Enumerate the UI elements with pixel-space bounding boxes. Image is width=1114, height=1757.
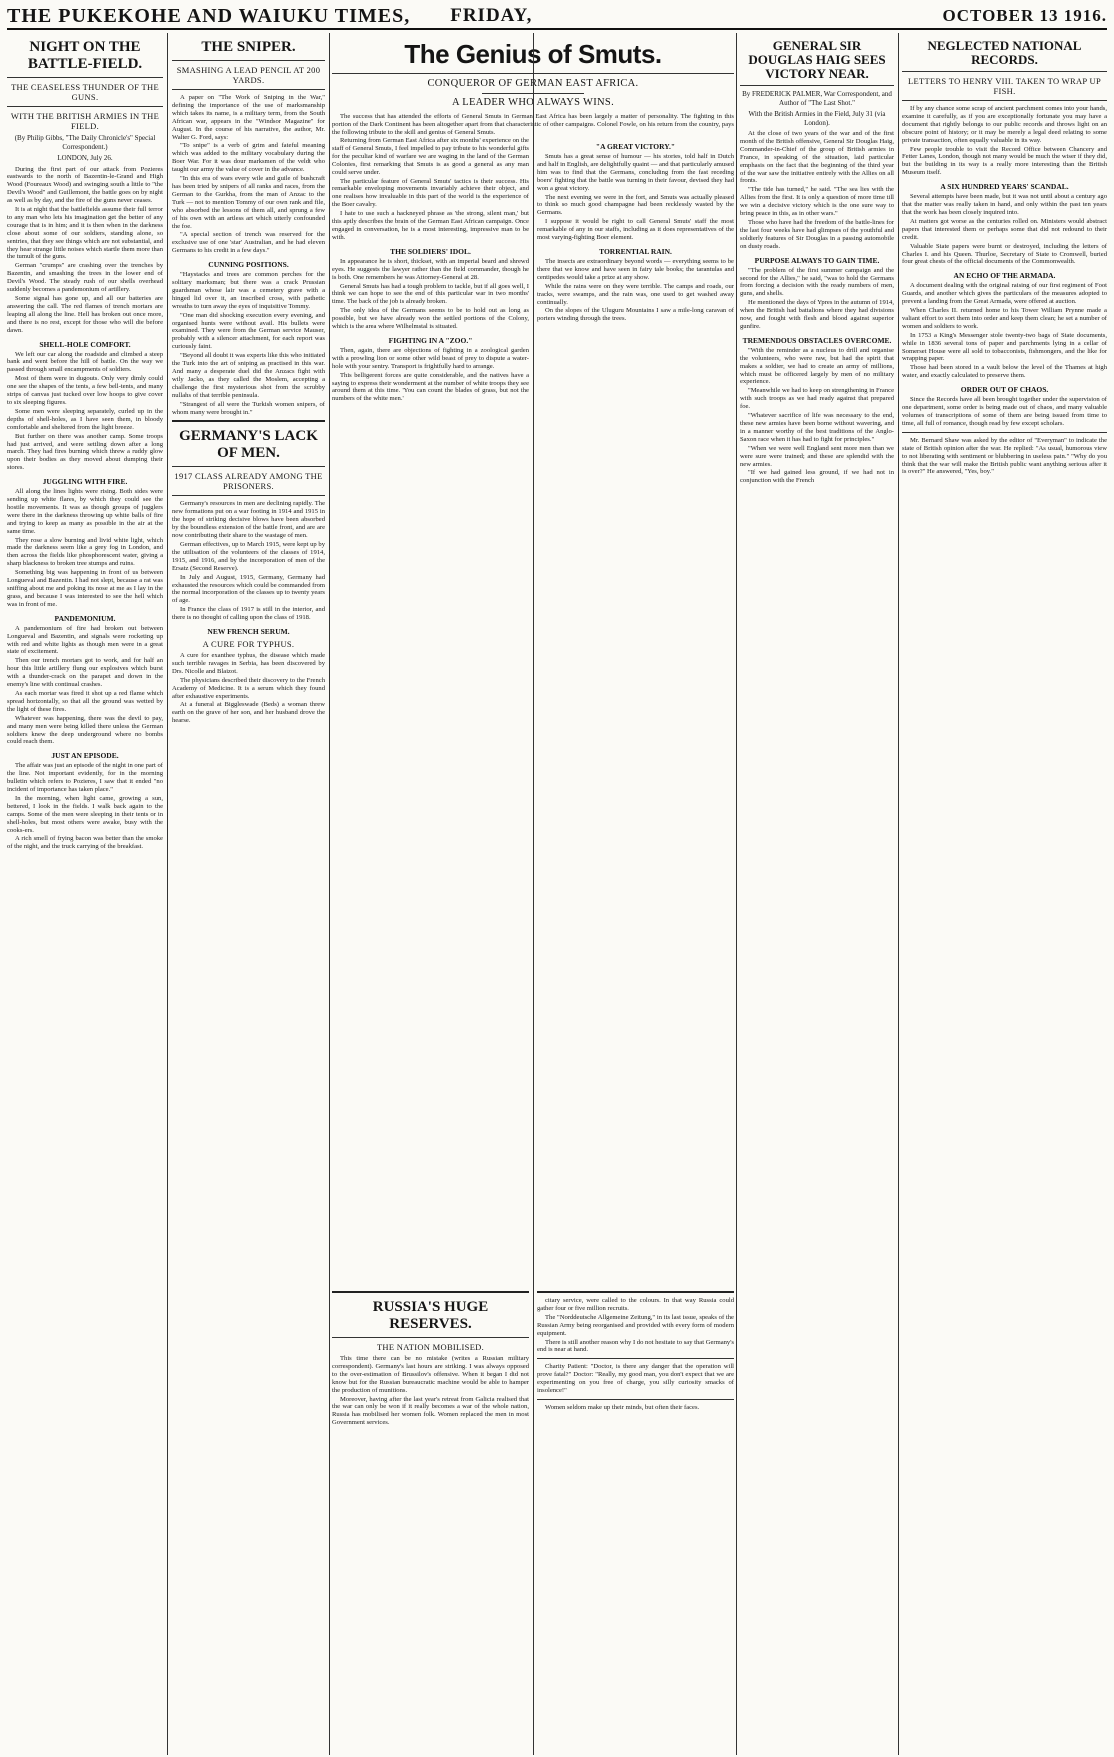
paragraph: A rich smell of frying bacon was better than the smoke of the night, and the truck carrying of the breakfast.: [7, 835, 163, 851]
paragraph: Mr. Bernard Shaw was asked by the editor of "Everyman" to indicate the state of British opinion after the war. He replied: "As usual, humorous view to not liberating with sentiment or blubbering in useless pain." "Why do you think that the war will make the British public want anything serious after it is over?" He answered, "Yes, boy.": [902, 436, 1107, 476]
women-quip: Women seldom make up their minds, but often their faces.: [545, 1403, 700, 1411]
paragraph: "Beyond all doubt it was experts like this who initiated the Turk into the art of sniping as practised in this war. And many a desperate duel did the Anzacs fight with wily Jacko, as they called the Moslem, accepting a challenge the first mysterious shot from the scrubby nullahs of that terrible peninsula.: [172, 352, 325, 399]
paragraph: They rose a slow burning and livid white light, which made the darkness seem like a grey fog in London, and then across the fields like phosphorescent water, giving a sharp blackness to broken tree stumps and ruins.: [7, 536, 163, 568]
paragraph: There is still another reason why I do not hesitate to say that Germany's end is near at hand.: [537, 1338, 734, 1354]
russia-continued: [537, 1287, 734, 1755]
paragraph: In July and August, 1915, Germany, Germany had exhausted the resources which could be commanded from the normal incorporation of the classes up to twenty years of age.: [172, 573, 325, 605]
paragraph: We left our car along the roadside and climbed a steep bank and went before the hill of battle. On the way we passed through small encampments of soldiers.: [7, 350, 163, 374]
paragraph: While the rains were on they were terrible. The camps and roads, our tracks, were swamps, and the rain was, one used to get washed away continually.: [537, 282, 734, 306]
deck-conqueror: CONQUEROR OF GERMAN EAST AFRICA.: [427, 78, 639, 89]
paragraph: "A special section of trench was reserved for the exclusive use of one 'star' Australian, and he had eleven Germans to his credit in a few days.": [172, 231, 325, 255]
paragraph: In appearance he is short, thickset, with an imperial beard and shrewd eyes. He suggests the lawyer rather than the field commander, though he is both. One remembers he was Attorney-General at 28.: [332, 257, 529, 281]
paragraph: On the slopes of the Uluguru Mountains I saw a mile-long caravan of porters winding through the trees.: [537, 307, 734, 323]
column-sniper: [172, 33, 325, 1755]
paragraph: The only idea of the Germans seems to be to hold out as long as possible, but we have already won the settled portions of the Colony, which is the area where Wilhelmstal is situated.: [332, 307, 529, 331]
headline-records: NEGLECTED NATIONAL RECORDS.: [927, 38, 1082, 67]
paragraph: A pandemonium of fire had broken out between Longueval and Bazentin, and signals were rocketing up with red and white lights as though men were in a great state of excitement.: [7, 624, 163, 656]
paragraph: When Charles II. returned home to his Tower William Prynne made a valiant effort to sort them into order and keep them clean; he set a number of women and soldiers to work.: [902, 307, 1107, 330]
deck-armies: WITH THE BRITISH ARMIES IN THE FIELD.: [10, 111, 160, 131]
divider: [172, 420, 325, 422]
headline-battlefield: NIGHT ON THE BATTLE-FIELD.: [27, 39, 143, 72]
paper-title: THE PUKEKOHE AND WAIUKU TIMES,: [7, 4, 411, 27]
divider: [902, 100, 1107, 101]
paragraph: A document dealing with the original raising of our first regiment of Foot Guards, and another which gives the particulars of the measures adopted to prevent a landing from the Great Armada, were offered at auction.: [902, 282, 1107, 306]
paragraph: Germany's resources in men are declining rapidly. The new formations put on a war footing in 1914 and 1915 in the hope of striking decisive blows have been absorbed by the boundless extension of the battle front, and are are now contributing their share to the wastage of men.: [172, 500, 325, 540]
subhead-scandal: A SIX HUNDRED YEARS' SCANDAL.: [940, 182, 1069, 192]
divider: [172, 89, 325, 90]
paragraph: Those who have had the freedom of the battle-lines for the last four weeks have had glimpses of the youthful and soldierly features of Sir Douglas in a passing automobile on dusty roads.: [740, 218, 894, 250]
deck-1917-class: 1917 CLASS ALREADY AMONG THE PRISONERS.: [174, 471, 323, 492]
subhead-zoo: FIGHTING IN A "ZOO.": [388, 335, 473, 345]
paragraph: General Smuts has had a tough problem to tackle, but if all goes well, I think we can hope to see the end of this particular war in two months' time. The back of the job is already broken.: [332, 282, 529, 306]
charity-joke: Charity Patient: "Doctor, is there any danger that the operation will prove fatal?" Doctor: "Really, my good man, you don't expect that we are experimenting on you free of charge, you silly curiosity smacks of insolence!": [537, 1363, 734, 1395]
paragraph: If by any chance some scrap of ancient parchment comes into your hands, examine it carefully, as if you are exceptionally fortunate you may have a document that rightly belongs to our public records and throws light on an obscure point of history; or it may be merely a legal deed relating to some private transaction, often equally valuable in its way.: [902, 105, 1107, 144]
divider: [902, 71, 1107, 72]
smuts-intro: The success that has attended the efforts of General Smuts in German East Africa has been largely a matter of personality. The fighting in this portion of the Dark Continent has been altogether apart from that characteristic of other campaigns. Colonel Fowle, on his return from the country, pays the following tribute to the skill and genius of General Smuts.: [332, 113, 734, 136]
paragraph: Some signal has gone up, and all our batteries are answering the call. The red flames of trench mortars are leaping all along the line. Hell has broken out once more, and there is no rest, except for those who will die before dawn.: [7, 295, 163, 334]
divider: [172, 60, 325, 61]
paragraph: "In this era of wars every wile and guile of bushcraft has been tried by snipers of all ranks and races, from the German to the Gurkha, from the man of Anzac to the Turk — not to mention Tommy of our own rank and file, who absorbed the lessons of them all, and sprung a few of his own with an artless art which utterly confounded the foe.: [172, 175, 325, 230]
divider: [332, 1337, 529, 1338]
subhead-armada: AN ECHO OF THE ARMADA.: [953, 271, 1056, 281]
subhead-episode: JUST AN EPISODE.: [51, 751, 119, 761]
paragraph: Whatever was happening, there was the devil to pay, and many men were being killed there unless the German soldiers knew the deep underground where no bombs could reach them.: [7, 714, 163, 746]
subhead-juggling: JUGGLING WITH FIRE.: [42, 477, 128, 487]
column-battlefield: [7, 33, 163, 1755]
divider: [172, 495, 325, 496]
paragraph: A paper on "The Work of Sniping in the War," defining the importance of the use of marksmanship which takes its name, is a military term, from the South African war, appears in the "Windsor Magazine" for August. In the course of his narrative, the author, Mr. Walter G. Ford, says:: [172, 94, 325, 141]
paragraph: The insects are extraordinary beyond words — everything seems to be there that we know and have seen in fairy tale books; the tarantulas and centipedes would take a prize at any show.: [537, 257, 734, 281]
headline-russia: RUSSIA'S HUGE RESERVES.: [372, 1299, 489, 1332]
paragraph: A cure for exanthee typhus, the disease which made such terrible ravages in Serbia, has been discovered by Drs. Nicolle and Blaizot.: [172, 652, 325, 675]
column-rule: [898, 33, 899, 1755]
paragraph: Something big was happening in front of us between Longueval and Bazentin. I had not slept, because a rat was sniffing about me and poking its nose at me as I lay in the grass, and because I was interested to see the hell which was in front of me.: [7, 569, 163, 608]
paragraph: Those had been stored in a vault below the level of the Thames at high water, and exactly calculated to preserve them.: [902, 364, 1107, 380]
paragraph: This time there can be no mistake (writes a Russian military correspondent). Germany's last hours are striking. I was always opposed to the over-estimation of Brussilov's offensive. When it began I did not know but for the Russian bureaucratic machine would be able to hamper the production of munitions.: [332, 1355, 529, 1394]
paragraph: I suppose it would be right to call General Smuts' staff the most remarkable of any in our staffs, including as it does representatives of the most varying-fighting Boer element.: [537, 218, 734, 242]
paragraph: German "crumps" are crashing over the trenches by Bazentin, and smashing the trees in the lower end of Devil's Wood. The steady rush of our shells overhead suddenly becomes a pandemonium of artillery.: [7, 262, 163, 294]
paragraph: As each mortar was fired it shot up a red flame which spread horizontally, so that all the ground was wetted by the light of these fires.: [7, 689, 163, 713]
paragraph: Since the Records have all been brought together under the supervision of one department, some order is being made out of chaos, and many valuable volumes of transcriptions of some of them are being issued from time to time, all full of romance, though read by few except scholars.: [902, 396, 1107, 427]
paragraph: "If we had gained less ground, if we had not in conjunction with the French: [740, 469, 894, 485]
paragraph: "To snipe" is a verb of grim and fateful meaning which was added to the military vocabulary during the Boer War. For it was dour marksmen of the veldt who taught our army the value of cover in the advance.: [172, 142, 325, 174]
column-records: [902, 33, 1107, 1755]
subhead-cunning: CUNNING POSITIONS.: [208, 260, 289, 270]
divider: [172, 466, 325, 467]
paragraph: All along the lines lights were rising. Both sides were sending up white flares, by which they could see the hostile movements. It was as though groups of jugglers were there in the darkness throwing up white balls of fire and trying to keep as many as possible in the air at the same time.: [7, 488, 163, 535]
divider: [7, 77, 163, 78]
paragraph: German effectives, up to March 1915, were kept up by the utilisation of the volunteers of the classes of 1914, 1915, and 1916, and by the incorporation of men of the Ersatz (Second Reserve).: [172, 540, 325, 572]
headline-smuts: The Genius of Smuts.: [404, 39, 662, 69]
deck-guns: THE CEASELESS THUNDER OF THE GUNS.: [11, 82, 159, 102]
paragraph: In 1753 a King's Messenger stole twenty-two bags of State documents, while in 1836 several tons of paper and parchments lying in a cellar of Somerset House were all sold to tobacconists, fishmongers, and the like for wrapping paper.: [902, 331, 1107, 363]
subhead-serum: NEW FRENCH SERUM.: [207, 627, 290, 637]
divider: [537, 1399, 734, 1400]
divider: [537, 1358, 734, 1359]
paragraph: "With the reminder as a nucleus to drill and organise the volunteers, who were raw, but had the spirit that makes a soldier, we had to create an army of millions, which must be officered largely by men of no military experience.: [740, 346, 894, 386]
deck-typhus: A CURE FOR TYPHUS.: [202, 639, 295, 650]
paragraph: But further on there was another camp. Some troops had just arrived, and were settling down after a long march. They had fires burning which threw a ruddy glow upon their bodies as they moved about dumping their stores.: [7, 432, 163, 472]
byline-gibbs: (By Philip Gibbs, "The Daily Chronicle's" Special Correspondent.): [14, 134, 156, 151]
paragraph: The affair was just an episode of the night in one part of the line. Not important evidently, for in the morning bulletin which refers to Pozieres, I saw that it ended "no incident of importance has taken place.": [7, 762, 163, 794]
paragraph: "Meanwhile we had to keep on strengthening in France with such troops as we had ready against that prepared foe.: [740, 387, 894, 411]
paragraph: In France the class of 1917 is still in the interior, and there is no thought of calling upon the class of 1918.: [172, 606, 325, 622]
paragraph: At matters got worse as the centuries rolled on. Ministers would abstract papers that interested them or perhaps some that did not redound to their credit.: [902, 217, 1107, 241]
subhead-chaos: ORDER OUT OF CHAOS.: [960, 385, 1049, 395]
issue-day: FRIDAY,: [450, 5, 533, 26]
column-rule: [167, 33, 168, 1755]
smuts-column-right: [537, 137, 734, 1755]
paragraph: Several attempts have been made, but it was not until about a century ago that the matter was really taken in hand, and only within the past ten years that the work has been closely inquired into.: [902, 193, 1107, 216]
paragraph: Some men were sleeping separately, curled up in the depths of shell-holes, as I have seen them, in bloody comfortable and sheltered from the light breeze.: [7, 407, 163, 431]
paragraph: "When we were well England sent more men than we were sure were trained; and these are splendid with the new armies.: [740, 444, 894, 468]
article-smuts: [332, 33, 734, 1755]
paragraph: "The tide has turned," he said. "The sea lies with the Allies from the first. It is only a question of more time till we win a decisive victory which is the one sure way to bring peace in this, as in other wars.": [740, 186, 894, 218]
headline-germany-men: GERMANY'S LACK OF MEN.: [179, 428, 318, 462]
paragraph: The particular feature of General Smuts' tactics is their success. His remarkable enveloping movements invariably achieve their object, and one realises how invaluable in this part of the world is the experience of the Boer cavalry.: [332, 177, 529, 209]
headline-sniper: THE SNIPER.: [201, 39, 296, 55]
paragraph: At the close of two years of the war and of the first month of the British offensive, General Sir Douglas Haig, Commander-in-Chief of the group of British armies in France, in speaking of the situation, laid particular emphasis on the fact that the beginning of the third year of the war saw the initiative entirely with the Allies on all fronts.: [740, 130, 894, 185]
deck-pencil: SMASHING A LEAD PENCIL AT 200 YARDS.: [176, 65, 321, 85]
paragraph: At a funeral at Biggleswade (Beds) a woman threw earth on the grave of her son, and her husband drove the hearse.: [172, 701, 325, 725]
divider: [740, 85, 894, 86]
paragraph: "Strangest of all were the Turkish women snipers, of whom many were brought in.": [172, 400, 325, 416]
subhead-obstacles: TREMENDOUS OBSTACLES OVERCOME.: [742, 335, 892, 345]
paragraph: He mentioned the days of Ypres in the autumn of 1914, when the British had battalions where they had divisions now, and fought with flesh and blood against superior gunfire.: [740, 299, 894, 330]
paragraph: I hate to use such a hackneyed phrase as 'the strong, silent man,' but this aptly describes the brain of the German East African campaign. Once engaged in conversation, he is a most interesting, impressive man to be with.: [332, 210, 529, 241]
paragraph: Valuable State papers were burnt or destroyed, including the letters of Charles I. and his Queen. Thurloe, Secretary of State to Cromwell, buried four great chests of the official documents of the Commonwealth.: [902, 242, 1107, 266]
subhead-gain-time: PURPOSE ALWAYS TO GAIN TIME.: [754, 255, 880, 265]
paragraph: Moreover, having after the last year's retreat from Galicia realised that the war can only be won if it really becomes a war of the whole nation, Russia has mobilised her women folk. Women replaced the men in most Government services.: [332, 1395, 529, 1427]
issue-date: OCTOBER 13 1916.: [942, 6, 1107, 25]
paragraph: "One man did shocking execution every evening, and organised hunts were without avail. His bullets were examined. They were from the German service Mauser, probably with a silencer attachment, for each report was curiously faint.: [172, 311, 325, 351]
deck-nation-mobilised: THE NATION MOBILISED.: [376, 1342, 485, 1352]
paragraph: This belligerent forces are quite considerable, and the natives have a saying to express their wonderment at the number of white troops they see around them at this time. 'You can count the blades of grass, but not the numbers of the white men.': [332, 371, 529, 403]
masthead: [7, 4, 1107, 30]
paragraph: citary service, were called to the colours. In that way Russia could gather four or five million recruits.: [537, 1297, 734, 1312]
columns-grid: [7, 33, 1107, 1755]
paragraph: During the first part of our attack from Pozieres eastwards to the north of Bazentin-le-Grand and High Wood (Foureaux Wood) and swinging south a little to "the Devil's Wood" and Guillemont, the battle goes on by night as well as by day, and the fire of the guns never ceases.: [7, 165, 163, 205]
paragraph: Most of them were in dugouts. Only very dimly could one see the shapes of the tents, a few bell-tents, and many strips of canvas just tucked over low hoops to give cover to six sleeping figures.: [7, 375, 163, 406]
deck-henry-viii: LETTERS TO HENRY VIII. TAKEN TO WRAP UP FISH.: [908, 76, 1101, 96]
divider: [537, 1291, 734, 1293]
paragraph: "Haystacks and trees are common perches for the solitary marksman; but there was a crack Prussian guardsman whose lair was a cemetery grave with a hinged lid over it, an inscribed cross, with pathetic wreaths to turn away the eyes of inquisitive Tommy.: [172, 271, 325, 310]
column-haig: [740, 33, 894, 1755]
deck-leader: A LEADER WHO ALWAYS WINS.: [452, 97, 614, 108]
paragraph: It is at night that the battlefields assume their full terror to any man who lets his imagination get the better of any courage that is in him; and it is then when in the darkness close about some of our soldiers, standing alone, so sentries, that they see things which are not substantial, and they hear strange little noises which startle them more than the tumult of the guns.: [7, 206, 163, 261]
divider: [332, 1291, 529, 1293]
divider: [902, 432, 1107, 433]
paragraph: The physicians described their discovery to the French Academy of Medicine. It is a serum which they found after exhaustive experiments.: [172, 676, 325, 700]
subhead-rain: TORRENTIAL RAIN.: [599, 246, 672, 256]
paragraph: Then our trench mortars got to work, and for half an hour this little artillery flung our explosives which burst with a thunder-crack on the parapet and down in the enemy's line with continual crashes.: [7, 657, 163, 689]
paragraph: Smuts has a great sense of humour — his stories, told half in Dutch and half in English, are delightfully quaint — and that particularly amused him was to find that the Germans, concluding from the fast receding boers' fighting that the battle was turning in their favour, devised they had won a great victory.: [537, 153, 734, 192]
paragraph: Few people trouble to visit the Record Office between Chancery and Fetter Lanes, London, though not many would be much the wiser if they did, but the building in its way is a really more interesting than the British Museum itself.: [902, 145, 1107, 177]
subhead-soldiers-idol: THE SOLDIERS' IDOL.: [390, 246, 471, 256]
column-rule: [329, 33, 330, 1755]
column-rule: [736, 33, 737, 1755]
subhead-shell-hole: SHELL-HOLE COMFORT.: [39, 339, 131, 349]
divider: [7, 106, 163, 107]
headline-haig: GENERAL SIR DOUGLAS HAIG SEES VICTORY NEAR.: [748, 38, 886, 81]
dateline-field: With the British Armies in the Field, July 31 (via London).: [748, 110, 886, 127]
paragraph: "Whatever sacrifice of life was necessary to the end, these new armies have been borne without wavering, and in a manner worthy of the best traditions of the Anglo-Saxon race when it has had to fight for principles.": [740, 412, 894, 443]
byline-palmer: By FREDERICK PALMER, War Correspondent, and Author of "The Last Shot.": [742, 90, 892, 107]
dateline-london: LONDON, July 26.: [57, 154, 113, 162]
paragraph: Returning from German East Africa after six months' experience on the staff of General Smuts, I feel impelled to pay tribute to his wonderful gifts for the peculiar kind of warfare we are waging in the land of the German Colonies, first remarking that Smuts is as good a general as any man could serve under.: [332, 137, 529, 176]
paragraph: In the morning, when light came, growing a sun, bettered, I look in the fields. I walk back again to the camps. Some of the men were sleeping in their tents or in shell-holes, but most others were awake, busy with the cooks-ers.: [7, 794, 163, 834]
paragraph: The "Norddeutsche Allgemeine Zeitung," in its last issue, speaks of the Russian Army being reorganised and provided with every form of modern equipment.: [537, 1313, 734, 1337]
subhead-pandemonium: PANDEMONIUM.: [54, 613, 116, 623]
paragraph: The next evening we were in the fort, and Smuts was actually pleased to think so much good champagne had been recklessly wasted by the Germans.: [537, 193, 734, 217]
paragraph: "The problem of the first summer campaign and the second for the Allies," he said, "was to hold the Germans from forcing a decision with the ready numbers of men, guns, and shells.: [740, 266, 894, 298]
russia-box: [332, 1287, 529, 1755]
smuts-column-left: [332, 137, 529, 1755]
paragraph: Then, again, there are objections of fighting in a zoological garden with a prowling lion or some other wild beast of prey to dispute a water-hole with your sentry. Transport is frightfully hard to arrange.: [332, 346, 529, 370]
column-rule: [533, 33, 534, 1755]
subhead-great-victory: "A GREAT VICTORY.": [595, 142, 676, 151]
